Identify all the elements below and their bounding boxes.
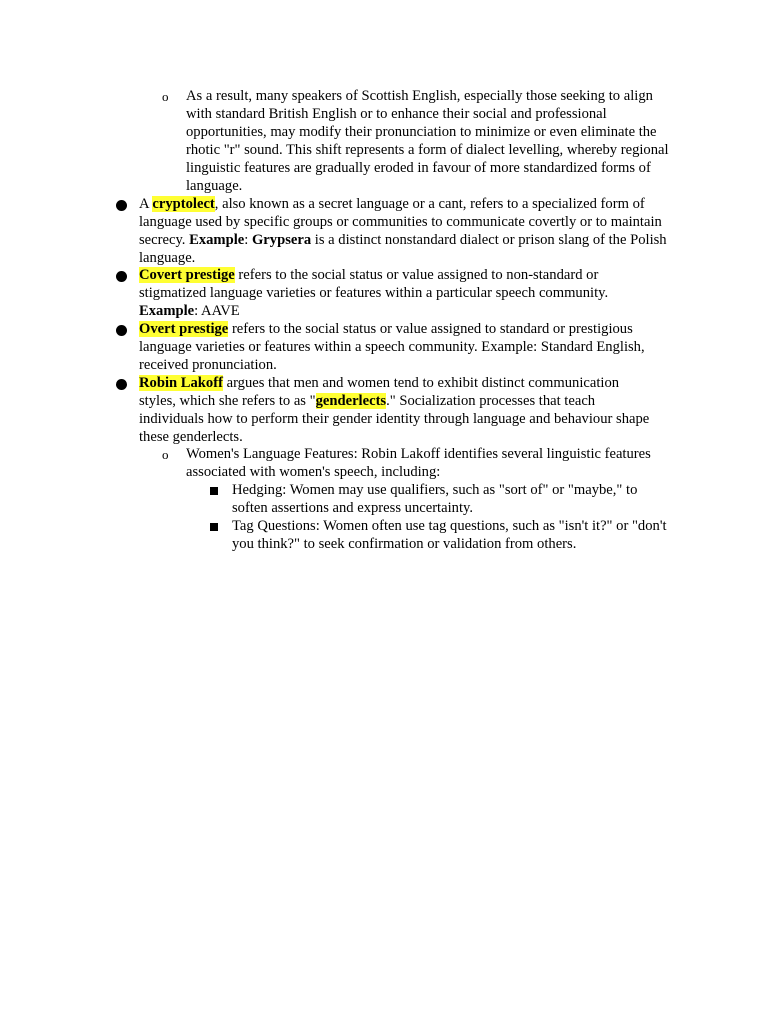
- text-run: ." Socialization processes that teach individuals how to perform their gender identity through language and behaviour shape these genderlects.: [139, 392, 650, 445]
- highlighted-term: Overt prestige: [139, 321, 229, 337]
- list-item-text: Women's Language Features: Robin Lakoff identifies several linguistic features associated with women's speech, including:: [186, 446, 651, 480]
- square-bullet-icon: [210, 523, 218, 531]
- text-run: : AAVE: [194, 302, 240, 319]
- example-label: Example: [139, 302, 195, 319]
- list-item-text: Hedging: Women may use qualifiers, such as "sort of" or "maybe," to soften assertions and express uncertainty.: [232, 482, 638, 516]
- highlighted-term: Covert prestige: [139, 267, 235, 283]
- text-run: , also known as a secret language or a cant, refers to a specialized form of language used by specific groups or communities to communicate covertly or to maintain secrecy.: [139, 196, 662, 248]
- list-item-text: [139, 267, 667, 321]
- text-run: A: [139, 196, 153, 212]
- square-bullet-icon: [210, 487, 218, 495]
- bullet-icon: [116, 200, 127, 211]
- bullet-icon: [116, 325, 127, 336]
- list-item-text: [139, 321, 667, 375]
- list-item-text: Tag Questions: Women often use tag questions, such as "isn't it?" or "don't you think?" to seek confirmation or validation from others.: [232, 518, 667, 552]
- example-term: Grypsera: [251, 231, 312, 248]
- circle-bullet-icon: o: [162, 447, 169, 462]
- text-run: is a distinct nonstandard dialect or prison slang of the Polish language.: [139, 231, 667, 266]
- bullet-icon: [116, 271, 127, 282]
- highlighted-term: cryptolect: [152, 196, 215, 212]
- text-run: argues that men and women tend to exhibit distinct communication styles, which she refers to as ": [139, 375, 620, 409]
- highlighted-term: Robin Lakoff: [139, 375, 223, 391]
- list-item-text: As a result, many speakers of Scottish English, especially those seeking to align with standard British English or to enhance their social and professional opportunities, may modify their pronunciation to minimize or even eliminate the rhotic "r" sound. This shift represents a form of dialect levelling, whereby regional linguistic features are gradually eroded in favour of more standardized forms of language.: [186, 88, 669, 194]
- highlighted-term: genderlects: [315, 392, 387, 409]
- circle-bullet-icon: o: [162, 89, 169, 104]
- text-run: :: [244, 231, 252, 248]
- list-item-text: [139, 375, 653, 447]
- list-item-text: [139, 196, 667, 268]
- text-run: refers to the social status or value assigned to non-standard or stigmatized language varieties or features within a particular speech community.: [139, 267, 609, 301]
- example-label: Example: [189, 231, 245, 248]
- bullet-icon: [116, 379, 127, 390]
- text-run: refers to the social status or value assigned to standard or prestigious language varieties or features within a speech community. Example: Standard English, received pronunciation.: [139, 321, 645, 373]
